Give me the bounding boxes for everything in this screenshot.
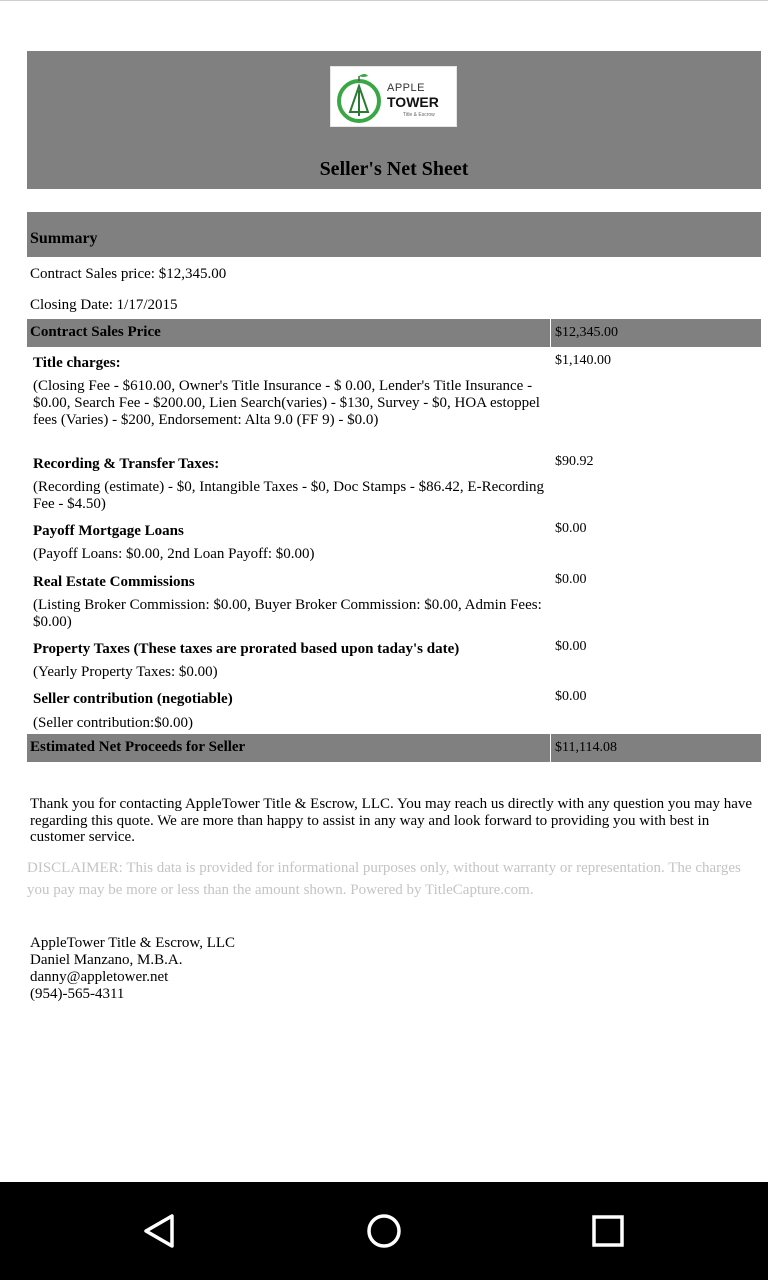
home-button[interactable] [359, 1208, 409, 1254]
contact-phone[interactable]: (954)-565-4311 [30, 986, 125, 1002]
contact-email[interactable]: danny@appletower.net [30, 969, 169, 985]
title-charges-detail: (Closing Fee - $610.00, Owner's Title Insurance - $ 0.00, Lender's Title Insurance - $0.00, Search Fee - $200.00, Lien Search(varies) - $130, Survey - $0, HOA estoppel fees (Varies) - $200, Endorsement: Alta 9.0 (FF 9) - $0.0) [33, 378, 540, 428]
title-charges-label: Title charges: [33, 355, 121, 371]
contact-block [30, 935, 235, 1003]
commissions-label: Real Estate Commissions [33, 574, 195, 590]
summary-heading: Summary [30, 230, 98, 247]
contact-company: AppleTower Title & Escrow, LLC [30, 935, 236, 951]
property-taxes-amount: $0.00 [555, 639, 587, 654]
payoff-loans-detail: (Payoff Loans: $0.00, 2nd Loan Payoff: $0.00) [33, 546, 315, 562]
company-logo [330, 66, 457, 127]
recents-button[interactable] [583, 1208, 633, 1254]
apple-tree-logo-icon [335, 70, 383, 124]
contact-name: Daniel Manzano, M.B.A. [30, 952, 183, 968]
contract-sales-price-line: Contract Sales price: $12,345.00 [30, 266, 227, 282]
recording-taxes-label: Recording & Transfer Taxes: [33, 456, 220, 472]
contract-sales-price-amount: $12,345.00 [555, 325, 618, 340]
home-circle-icon [364, 1211, 404, 1251]
commissions-detail: (Listing Broker Commission: $0.00, Buyer Broker Commission: $0.00, Admin Fees: $0.00) [33, 597, 542, 630]
recording-taxes-detail: (Recording (estimate) - $0, Intangible Taxes - $0, Doc Stamps - $86.42, E-Recording Fee - $4.50) [33, 479, 545, 512]
recents-square-icon [588, 1211, 628, 1251]
seller-contribution-detail: (Seller contribution:$0.00) [33, 715, 193, 731]
logo-text-tower: TOWER [387, 94, 439, 110]
back-button[interactable] [135, 1208, 185, 1254]
recording-taxes-amount: $90.92 [555, 454, 594, 469]
net-proceeds-label: Estimated Net Proceeds for Seller [30, 739, 246, 755]
disclaimer-text: DISCLAIMER: This data is provided for informational purposes only, without warranty or representation. The charges you pay may be more or less than the amount shown. Powered by TitleCapture.com. [27, 860, 741, 898]
payoff-loans-label: Payoff Mortgage Loans [33, 523, 184, 539]
thank-you-message: Thank you for contacting AppleTower Title & Escrow, LLC. You may reach us directly with any question you may have regarding this quote. We are more than happy to assist in any way and look forward to providing you with best in customer service. [30, 796, 753, 845]
property-taxes-label: Property Taxes (These taxes are prorated based upon taday's date) [33, 641, 460, 657]
payoff-loans-amount: $0.00 [555, 521, 587, 536]
title-charges-amount: $1,140.00 [555, 353, 611, 368]
contract-sales-price-label: Contract Sales Price [30, 324, 161, 340]
system-navigation-bar [0, 1182, 768, 1280]
closing-date-line: Closing Date: 1/17/2015 [30, 297, 178, 313]
back-triangle-icon [140, 1211, 180, 1251]
property-taxes-detail: (Yearly Property Taxes: $0.00) [33, 664, 218, 680]
logo-text-apple: APPLE [387, 82, 425, 94]
logo-tagline: Title & Escrow [403, 112, 435, 118]
page-title: Seller's Net Sheet [319, 158, 469, 180]
seller-contribution-label: Seller contribution (negotiable) [33, 691, 233, 707]
commissions-amount: $0.00 [555, 572, 587, 587]
net-proceeds-amount: $11,114.08 [555, 740, 617, 755]
summary-bar [27, 212, 761, 257]
seller-contribution-amount: $0.00 [555, 689, 587, 704]
